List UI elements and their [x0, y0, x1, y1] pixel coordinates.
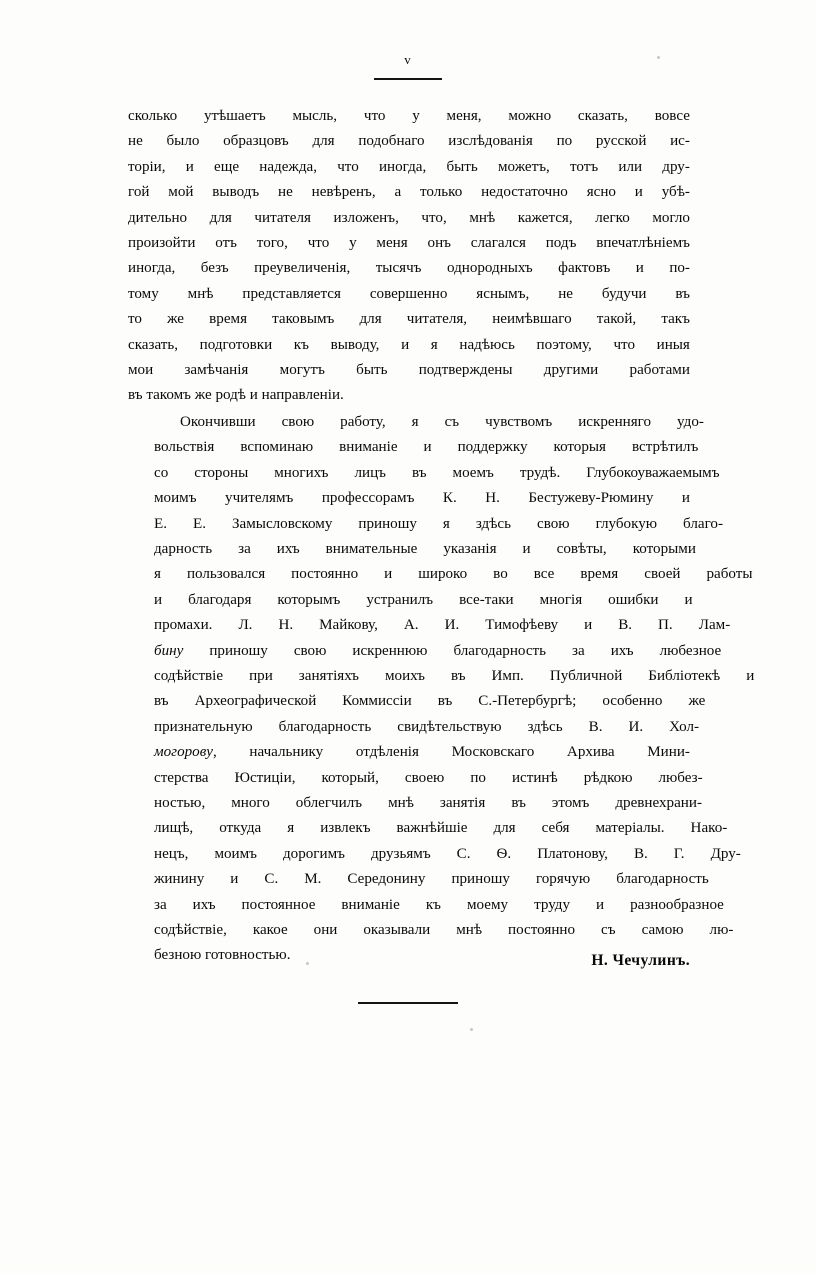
text-line: вольствія вспоминаю вниманіе и поддержку которыя встрѣтилъ: [154, 439, 699, 456]
paragraph-1: [128, 104, 690, 409]
text-line: бину приношу свою искреннюю благодарность за ихъ любезное: [154, 642, 722, 659]
author-signature: Н. Чечулинъ.: [591, 952, 690, 969]
text-line: тому мнѣ представляется совершенно яснымъ, не будучи въ: [128, 285, 690, 302]
page-number: v: [404, 52, 412, 67]
text-line: за ихъ постоянное вниманіе къ моему труду и разнообразное: [154, 896, 724, 913]
text-line: дительно для читателя изложенъ, что, мнѣ кажется, легко могло: [128, 209, 690, 226]
text-line: сколько утѣшаетъ мысль, что у меня, можно сказать, вовсе: [128, 108, 690, 124]
text-line: признательную благодарность свидѣтельствую здѣсь В. И. Хол-: [154, 718, 700, 735]
text-line: Е. Е. Замысловскому приношу я здѣсь свою глубокую благо-: [154, 515, 723, 532]
text-line: содѣйствіе при занятіяхъ моихъ въ Имп. Публичной Библіотекѣ и: [154, 667, 755, 684]
text-line: гой мой выводъ не невѣренъ, а только недостаточно ясно и убѣ-: [128, 184, 690, 201]
text-line: въ такомъ же родѣ и направленіи.: [128, 387, 344, 404]
text-line: произойти отъ того, что у меня онъ слагался подъ впечатлѣніемъ: [128, 235, 690, 252]
paragraph-2: [128, 410, 755, 969]
text-line: торіи, и еще надежда, что иногда, быть можетъ, тотъ или дру-: [128, 158, 690, 175]
text-line: безною готовностью.: [154, 947, 291, 964]
text-line: со стороны многихъ лицъ въ моемъ трудѣ. Глубокоуважаемымъ: [154, 464, 720, 481]
paper-speck: [306, 962, 309, 965]
text-line: дарность за ихъ внимательные указанія и совѣты, которыми: [154, 540, 696, 557]
paper-speck: [657, 56, 660, 59]
text-line: могорову, начальнику отдѣленія Московскаго Архива Мини-: [154, 744, 690, 761]
text-line: ностью, много облегчилъ мнѣ занятія въ этомъ древнехрани-: [154, 794, 702, 811]
text-line: моимъ учителямъ профессорамъ К. Н. Бестужеву-Рюмину и: [154, 490, 690, 507]
text-line: Окончивши свою работу, я съ чувствомъ искренняго удо-: [180, 413, 704, 430]
text-line: нецъ, моимъ дорогимъ друзьямъ С. Ѳ. Платонову, В. Г. Дру-: [154, 845, 741, 862]
text-line: я пользовался постоянно и широко во все время своей работы: [154, 566, 753, 583]
text-line: стерства Юстиціи, который, своею по истинѣ рѣдкою любез-: [154, 769, 703, 786]
text-line: иногда, безъ преувеличенія, тысячъ однородныхъ фактовъ и по-: [128, 260, 690, 277]
text-line: промахи. Л. Н. Майкову, А. И. Тимофѣеву и В. П. Лам-: [154, 617, 731, 634]
text-line: содѣйствіе, какое они оказывали мнѣ постоянно съ самою лю-: [154, 922, 734, 938]
body-text: [128, 104, 755, 969]
paper-speck: [470, 1028, 473, 1031]
text-line: мои замѣчанія могутъ быть подтверждены другими работами: [128, 362, 690, 379]
text-line: въ Археографической Коммиссіи въ С.-Петербургѣ; особенно же: [154, 693, 706, 710]
text-line: не было образцовъ для подобнаго изслѣдованія по русской ис-: [128, 133, 690, 150]
text-line: жинину и С. М. Середонину приношу горячую благодарность: [154, 871, 709, 888]
footer-divider: [358, 1002, 458, 1004]
text-line: и благодаря которымъ устранилъ все-таки многія ошибки и: [154, 591, 693, 608]
text-line: сказать, подготовки къ выводу, и я надѣюсь поэтому, что иныя: [128, 336, 690, 353]
text-line: лищѣ, откуда я извлекъ важнѣйшіе для себя матеріалы. Нако-: [154, 820, 728, 837]
header-divider: [374, 78, 442, 80]
text-line: то же время таковымъ для читателя, неимѣвшаго такой, такъ: [128, 311, 690, 328]
